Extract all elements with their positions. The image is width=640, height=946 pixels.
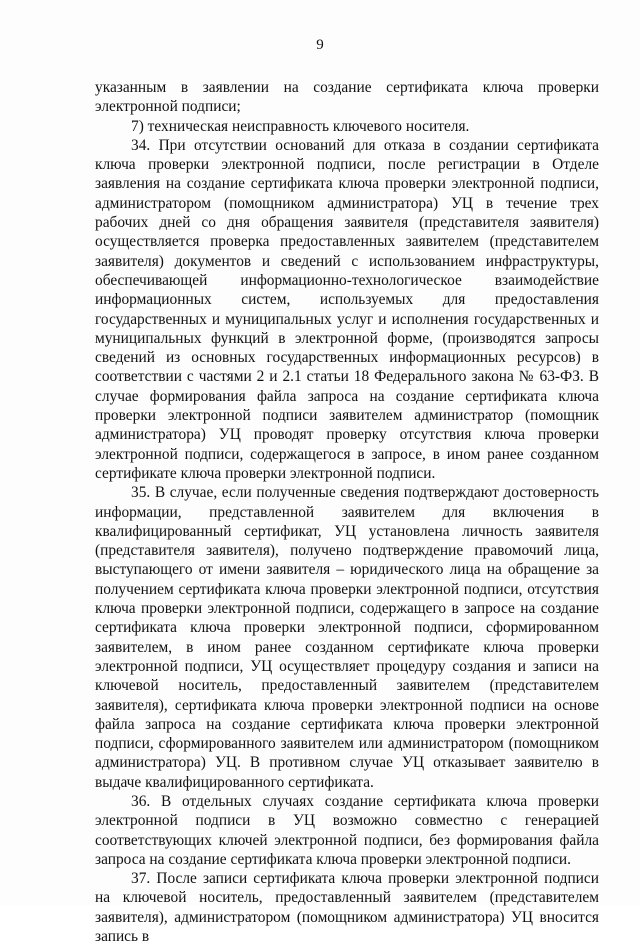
document-body — [95, 78, 599, 946]
paragraph-continuation: указанным в заявлении на создание сертификата ключа проверки электронной подписи; — [95, 79, 599, 116]
paragraph-36: 36. В отдельных случаях создание сертификата ключа проверки электронной подписи в УЦ возможно совместно с генерацией соответствующих ключей электронной подписи, без формирования файла запроса на создание сертификата ключа проверки электронной подписи. — [95, 792, 599, 868]
paragraph-37: 37. После записи сертификата ключа проверки электронной подписи на ключевой носитель, предоставленный заявителем (представителем заявителя), администратором (помощником администратора) УЦ вносится запись в — [95, 870, 599, 946]
paragraph-34: 34. При отсутствии оснований для отказа в создании сертификата ключа проверки электронной подписи, после регистрации в Отделе заявления на создание сертификата ключа проверки электронной подписи, администратором (помощником администратора) УЦ в течение трех рабочих дней со дня обращения заявителя (представителя заявителя) осуществляется проверка предоставленных заявителем (представителем заявителя) документов и сведений с использованием инфраструктуры, обеспечивающей информационно-технологическое взаимодействие информационных систем, используемых для предоставления государственных и муниципальных услуг и исполнения государственных и муниципальных функций в электронной форме, (производятся запросы сведений из основных государственных информационных ресурсов) в соответствии с частями 2 и 2.1 статьи 18 Федерального закона № 63-ФЗ. В случае формирования файла запроса на создание сертификата ключа проверки электронной подписи заявителем администратор (помощник администратора) УЦ проводят проверку отсутствия ключа проверки электронной подписи, содержащегося в запросе, в ином ранее созданном сертификате ключа проверки электронной подписи. — [95, 136, 599, 482]
paragraph-35: 35. В случае, если полученные сведения подтверждают достоверность информации, представленной заявителем для включения в квалифицированный сертификат, УЦ установлена личность заявителя (представителя заявителя), получено подтверждение правомочий лица, выступающего от имени заявителя – юридического лица на обращение за получением сертификата ключа проверки электронной подписи, отсутствия ключа проверки электронной подписи, содержащего в запросе на создание сертификата ключа проверки электронной подписи, сформированном заявителем, в ином ранее созданном сертификате ключа проверки электронной подписи, УЦ осуществляет процедуру создания и записи на ключевой носитель, предоставленный заявителем (представителем заявителя), сертификата ключа проверки электронной подписи на основе файла запроса на создание сертификата ключа проверки электронной подписи, сформированного заявителем или администратором (помощником администратора) УЦ. В противном случае УЦ отказывает заявителю в выдаче квалифицированного сертификата. — [95, 484, 599, 791]
paragraph-item-7: 7) техническая неисправность ключевого носителя. — [131, 117, 470, 135]
page-number: 9 — [316, 37, 324, 53]
